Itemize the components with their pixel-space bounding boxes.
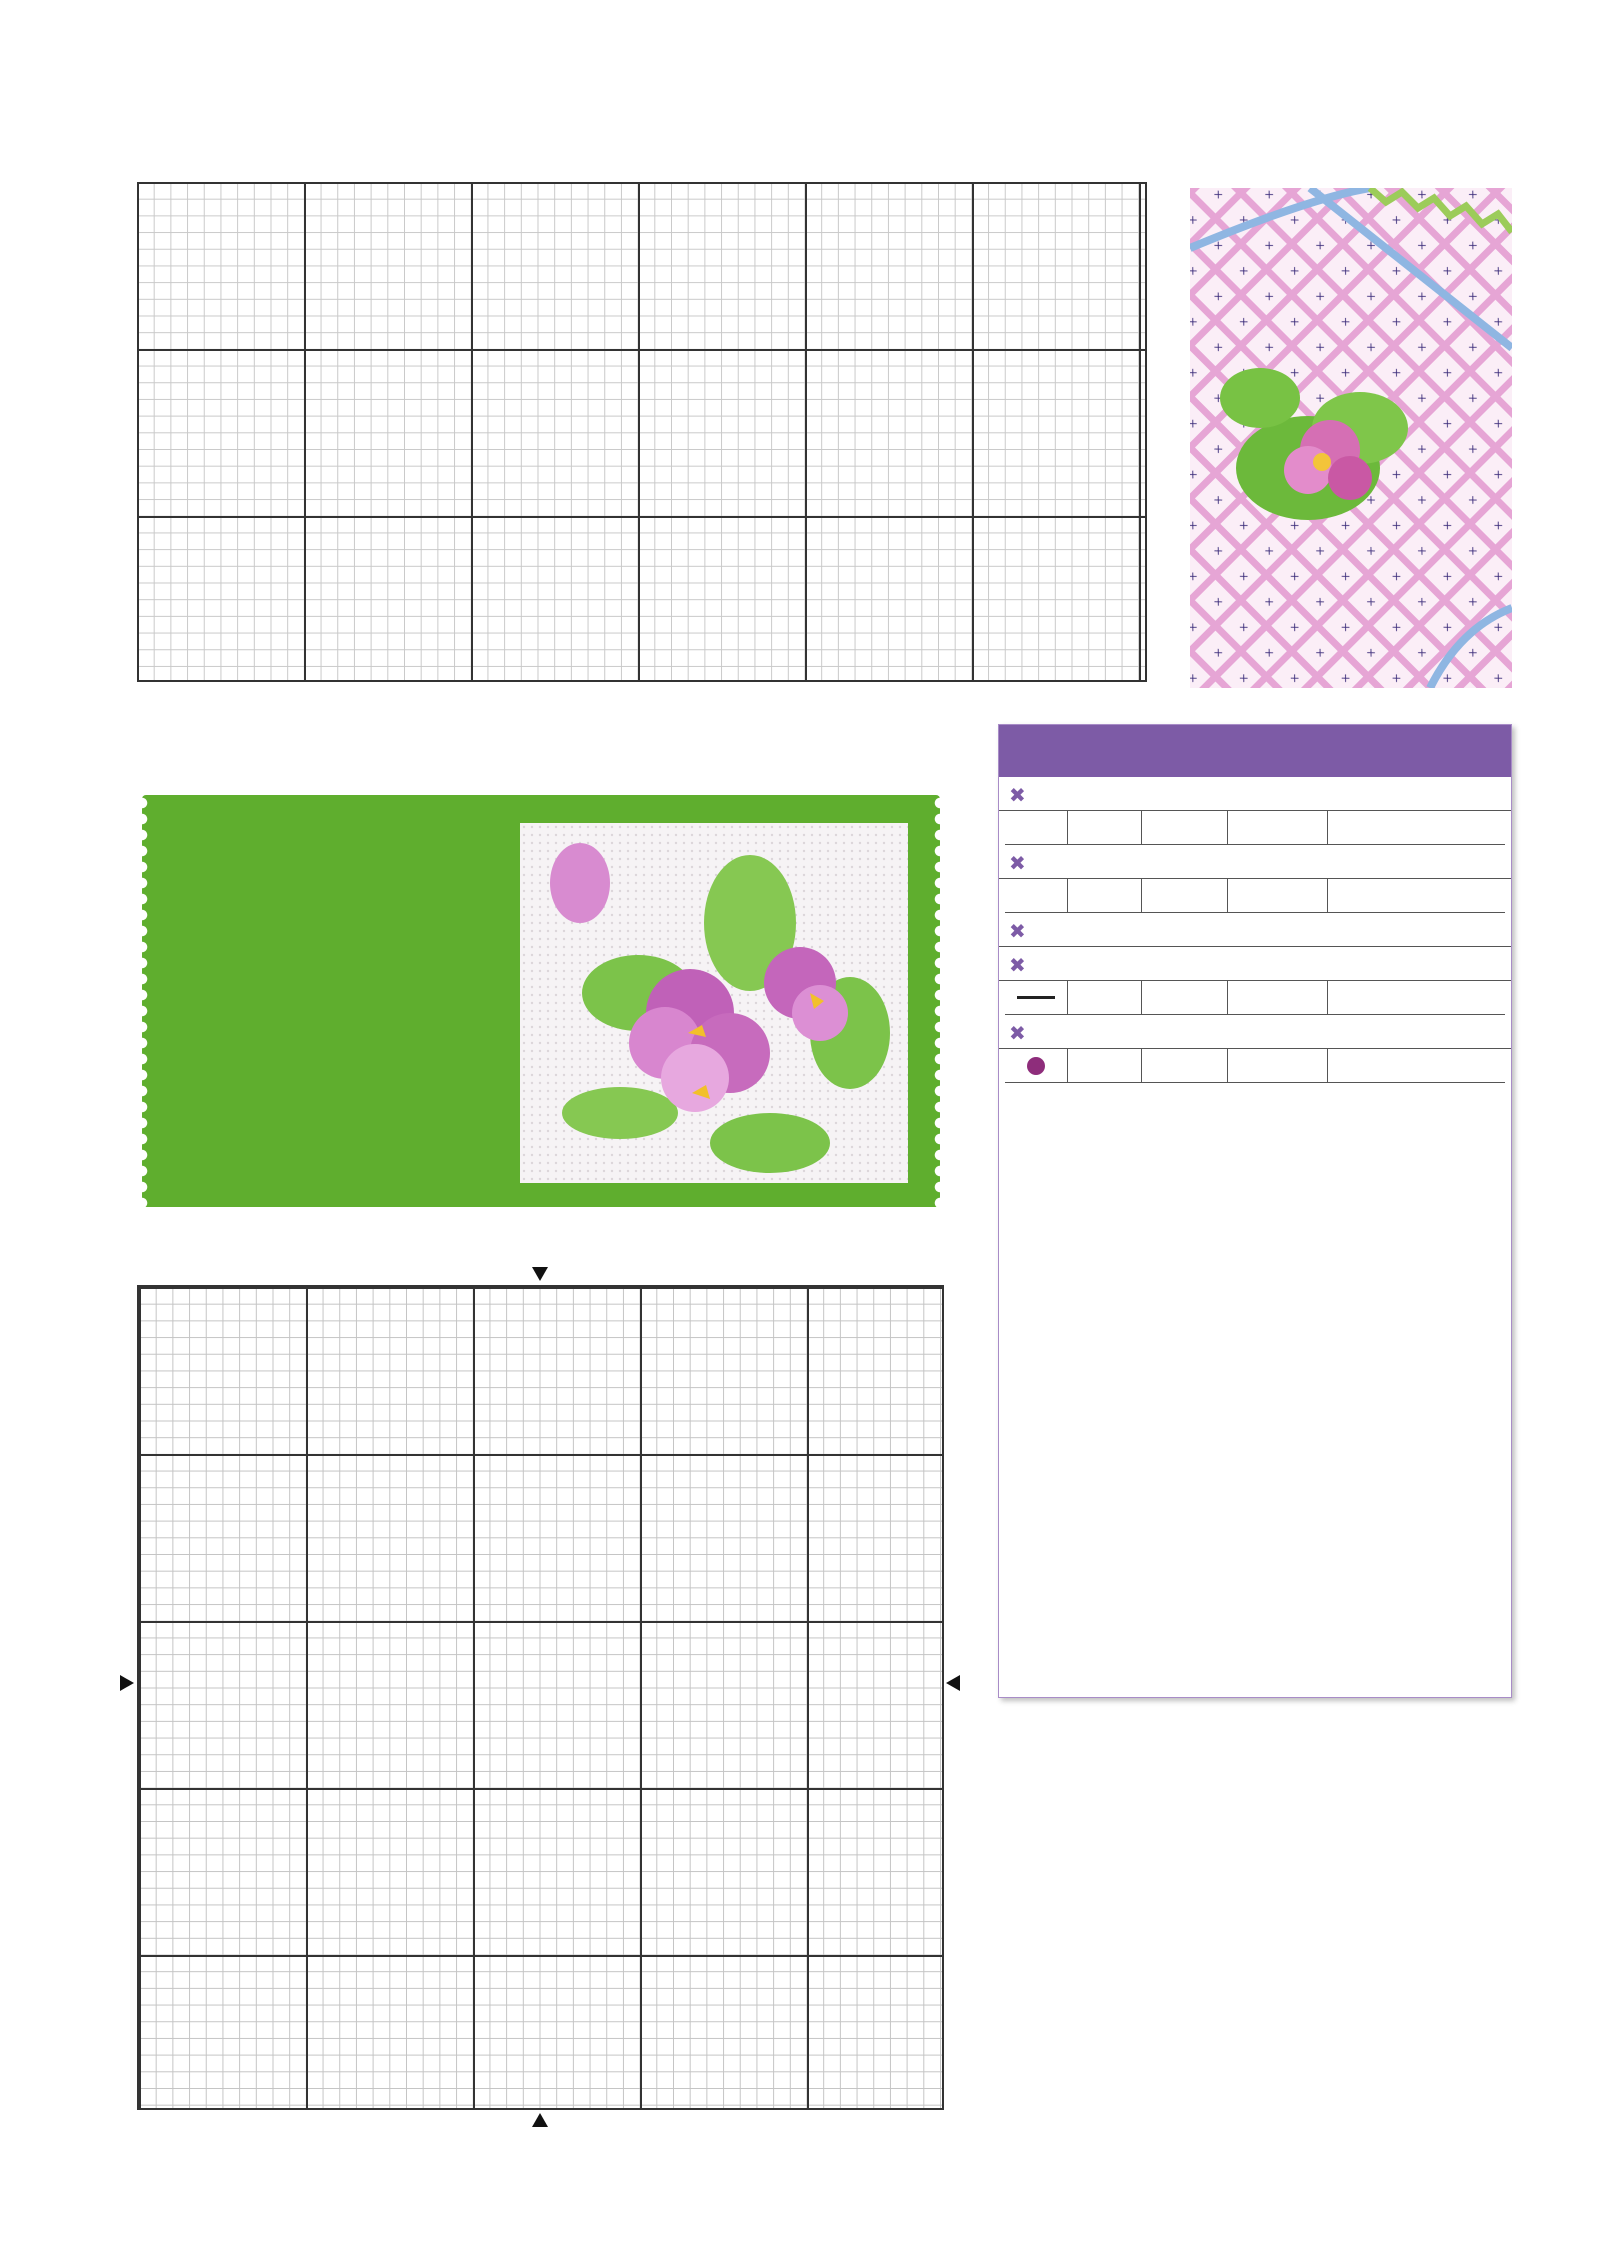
key-title — [999, 725, 1511, 777]
violets-chart — [100, 1245, 980, 2155]
cross-icon: ✖ — [1009, 785, 1026, 807]
kreinik-cross-table — [1005, 879, 1505, 913]
chart-grid — [137, 1285, 944, 2110]
cross-stitch-table — [1005, 811, 1505, 845]
center-arrow-top — [532, 1267, 548, 1281]
table-row — [1005, 879, 1505, 913]
key-section-backstitch — [999, 913, 1511, 947]
stitching-closeup-box — [142, 795, 940, 1207]
chart-bottom-right — [137, 182, 1147, 682]
cross-icon: ✖ — [1009, 1023, 1026, 1045]
key-section-beads — [999, 1015, 1511, 1049]
table-header — [1005, 811, 1505, 845]
col-madeira — [1227, 811, 1327, 845]
col-dmc — [1067, 811, 1141, 845]
kreinik-back-table — [1005, 981, 1505, 1015]
table-row — [1005, 981, 1505, 1015]
center-arrow-right — [946, 1675, 960, 1691]
line-icon — [1017, 996, 1055, 999]
violets-key — [998, 724, 1512, 1698]
key-section-cross — [999, 777, 1511, 811]
center-arrow-bottom — [532, 2113, 548, 2127]
cross-icon: ✖ — [1009, 921, 1026, 943]
beads-table — [1005, 1049, 1505, 1083]
closeup-photo — [520, 823, 908, 1183]
cross-icon: ✖ — [1009, 955, 1026, 977]
key-section-kreinik-back — [999, 947, 1511, 981]
star-icon — [1026, 886, 1046, 906]
stitched-photo-detail — [1190, 188, 1512, 688]
center-arrow-left — [120, 1675, 134, 1691]
chart-top-symbols — [137, 182, 1147, 682]
key-section-kreinik-cross — [999, 845, 1511, 879]
key-stitch-info — [999, 1083, 1511, 1118]
col-anchor — [1141, 811, 1227, 845]
table-row — [1005, 1049, 1505, 1083]
chart-main-symbols — [139, 1287, 946, 2112]
cross-icon: ✖ — [1009, 853, 1026, 875]
bead-icon — [1027, 1057, 1045, 1075]
key-note — [999, 1118, 1511, 1122]
